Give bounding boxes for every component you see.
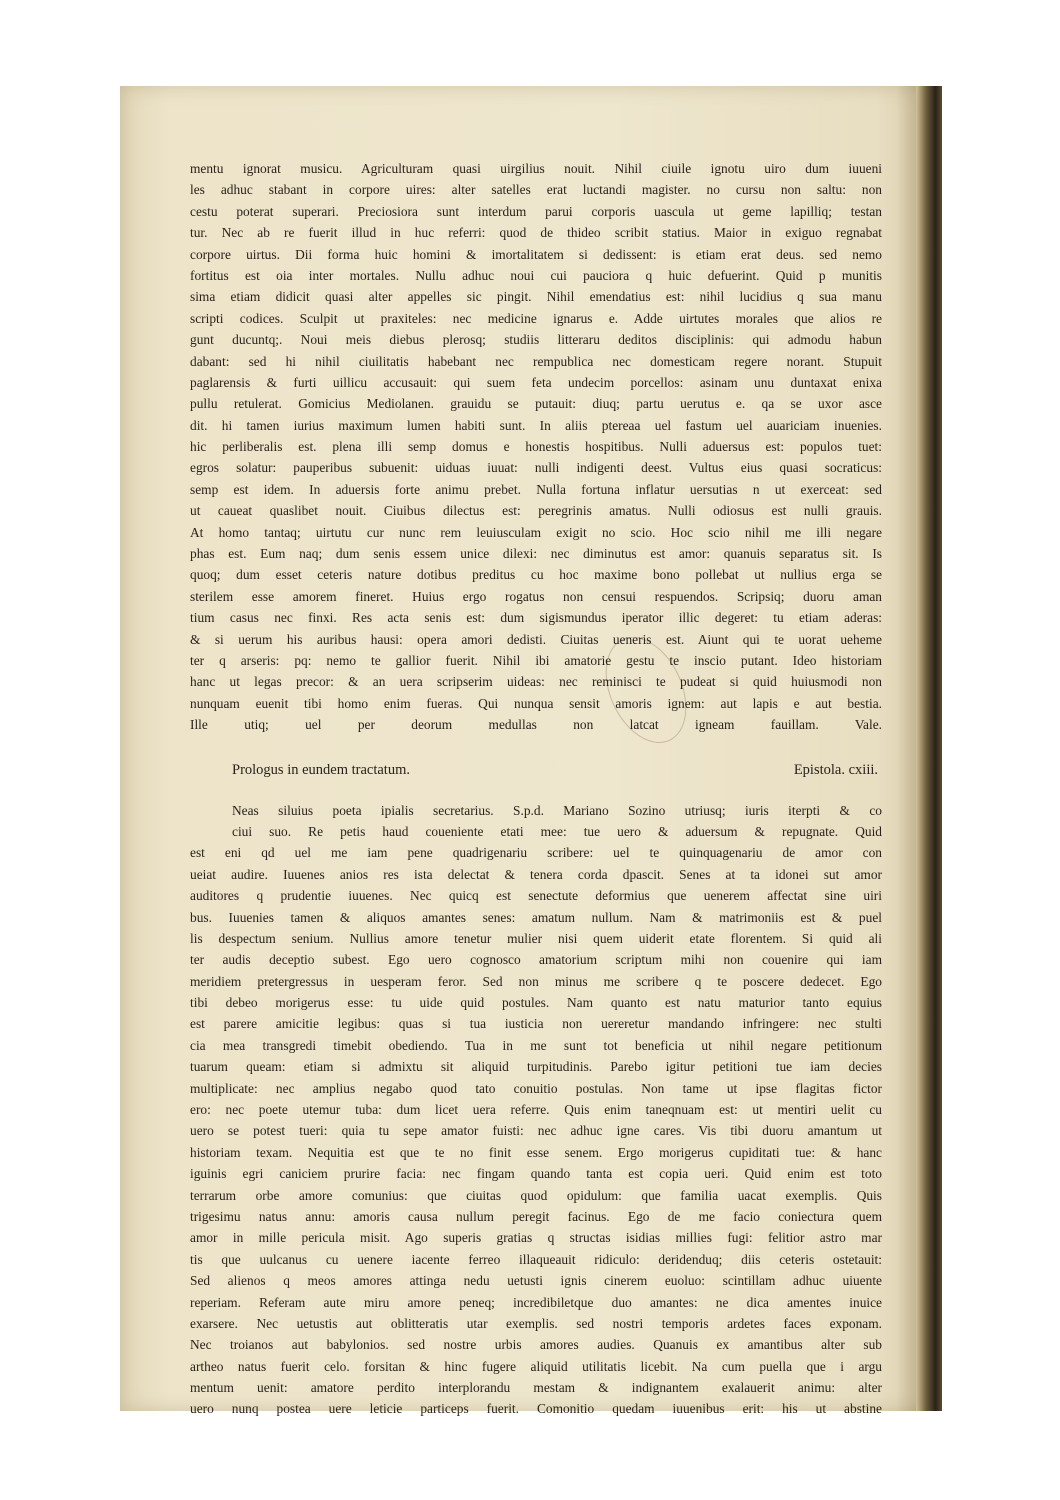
text-block xyxy=(190,158,882,1420)
text-line: historiam texam. Nequitia est que te no finit esse senem. Ergo morigerus cupiditati tue: & hanc xyxy=(190,1144,882,1160)
text-line: quoq; dum esset ceteris nature dotibus preditus cu hoc maxime bono pollebat ut nullius erga se xyxy=(190,567,882,583)
text-line: tium casus nec finxi. Res acta senis est: dum sigismundus iperator illic degeret: tu etiam aderas: xyxy=(190,610,882,626)
text-line: ut caueat quaslibet nouit. Ciuibus dilectus est: peregrinis amatus. Nulli odiosus est nulli grauis. xyxy=(190,503,882,519)
text-line: artheo natus fuerit celo. forsitan & hinc fugere aliquid utilitatis licebit. Na cum puella que i argu xyxy=(190,1358,882,1374)
scanned-page xyxy=(120,86,942,1417)
gutter-shadow xyxy=(896,86,916,1411)
text-line: uero nunq postea uere leticie particeps fuerit. Comonitio quedam iuuenibus erit: his ut abstine xyxy=(190,1401,882,1417)
text-line: meridiem pretergressus in uesperam feror. Sed non minus me scribere q te poscere dedecet. Ego xyxy=(190,973,882,989)
text-line: tur. Nec ab re fuerit illud in huc referri: quod de thideo scribit statius. Maior in exiguo regnabat xyxy=(190,225,882,241)
text-line: tuarum queam: etiam si admixtu sit aliquid turpitudinis. Parebo igitur petitioni tue iam decies xyxy=(190,1059,882,1075)
text-line: terrarum orbe amore comunius: que ciuitas quod opidulum: que familia uacat exemplis. Quis xyxy=(190,1187,882,1203)
text-line: paglarensis & furti uillicu accusauit: qui suem feta undecim porcellos: asinam unu duntaxat enixa xyxy=(190,374,882,390)
text-line: trigesimu natus annu: amoris causa nullum peregit facinus. Ego de me facio coniectura quem xyxy=(190,1208,882,1224)
book-spine xyxy=(916,86,942,1411)
text-line: dit. hi tamen iurius maximum lumen habiti sunt. In aliis ptereaa uel fastum uel auariciam inuenies. xyxy=(190,417,882,433)
lower-paragraph xyxy=(190,800,882,1420)
text-line: ciui suo. Re petis haud coueniente etati mee: tue uero & aduersum & repugnate. Quid xyxy=(232,823,882,839)
text-line: nunquam euenit tibi homo enim fueras. Qui nunqua sensit amoris ignem: aut lapis e aut bestia. xyxy=(190,695,882,711)
text-line: cestu poterat superari. Preciosiora sunt interdum parui corporis uascula ut geme lapilliq; testan xyxy=(190,203,882,219)
text-line: est eni qd uel me iam pene quadrigenariu scribere: uel te quinquagenariu de amor con xyxy=(190,845,882,861)
text-line: hic perliberalis est. plena illi semp domus e honestis hospitibus. Nulli aduersus est: populos tuet: xyxy=(190,439,882,455)
heading-right: Epistola. cxiii. xyxy=(793,761,878,778)
text-line: semp est idem. In aduersis forte animu prebet. Nulla fortuna inflatur uersutias n ut exerceat: sed xyxy=(190,481,882,497)
text-line: auditores q prudentie iuuenes. Nec quicq est senectute deformius que uenerem affectat sine uiri xyxy=(190,888,882,904)
text-line: Neas siluius poeta ipialis secretarius. S.p.d. Mariano Sozino utriusq; iuris iterpti & co xyxy=(232,802,882,818)
text-line: ter q arseris: pq: nemo te gallior fuerit. Nihil ibi amatorie gestu te inscio putant. Ideo historiam xyxy=(190,652,882,668)
text-line: fortitus est oia inter mortales. Nullu adhuc noui cui pauciora q huic defuerint. Quid p munitis xyxy=(190,267,882,283)
section-heading xyxy=(190,758,882,782)
text-line: dabant: sed hi nihil ciuilitatis habebant nec rempublica nec domesticam regere norant. Stupuit xyxy=(190,353,882,369)
text-line: hanc ut legas precor: & an uera scripserim uideas: nec reminisci te pudeat si quid huiusmodi non xyxy=(190,674,882,690)
upper-paragraph xyxy=(190,158,882,736)
text-line: ueiat audire. Iuuenes anios res ista delectat & tenera corda dpascit. Senes at ta idonei sut amor xyxy=(190,866,882,882)
text-line: Ille utiq; uel per deorum medullas non latcat igneam fauillam. Vale. xyxy=(190,717,882,733)
text-line: reperiam. Referam aute miru amore peneq; incredibiletque duo amantes: ne dica amentes inuice xyxy=(190,1294,882,1310)
text-line: uero se potest tueri: quia tu sepe amator fuisti: nec adhuc igne cares. Vis tibi duoru amantum ut xyxy=(190,1123,882,1139)
text-line: scripti codices. Sculpit ut praxiteles: nec medicine ignarus e. Adde uirtutes morales que alios re xyxy=(190,310,882,326)
text-line: lis despectum senium. Nullius amore tenetur mulier nisi quem uiderit etate florentem. Si quid ali xyxy=(190,930,882,946)
text-line: iguinis egri caniciem prurire facia: nec fingam quando tanta est copia ueri. Quid enim est toto xyxy=(190,1166,882,1182)
text-line: sima etiam didicit quasi alter appelles sic pingit. Nihil emendatius est: nihil lucidius q sua manu xyxy=(190,289,882,305)
text-line: les adhuc stabant in corpore uires: alter satelles erat luctandi magister. no cursu non saltu: non xyxy=(190,182,882,198)
text-line: Nec troianos aut babylonios. sed nostre urbis amores audies. Quanuis ex amantibus alter sub xyxy=(190,1337,882,1353)
text-line: phas est. Eum naq; dum senis essem unice dilexi: nec diminutus est amor: quanuis separatus sit. Is xyxy=(190,546,882,562)
text-line: multiplicate: nec amplius negabo quod tato conuitio postulas. Non tame ut ipse flagitas fictor xyxy=(190,1080,882,1096)
heading-left: Prologus in eundem tractatum. xyxy=(232,761,410,778)
text-line: bus. Iuuenies tamen & aliquos amantes senes: amatum nullum. Nam & matrimoniis est & puel xyxy=(190,909,882,925)
text-line: exarsere. Nec uetustis aut oblitteratis utar exemplis. sed nostri temporis ardetes faces exponam. xyxy=(190,1315,882,1331)
text-line: ter audis deceptio subest. Ego uero cognosco amatorium scriptum mihi non couenire qui iam xyxy=(190,952,882,968)
text-line: sterilem esse amorem fineret. Huius ergo rogatus non censui respuendos. Scripsiq; duoru aman xyxy=(190,588,882,604)
text-line: tibi debeo morigerus esse: tu uide quid postules. Nam quanto est natu maturior tanto equius xyxy=(190,995,882,1011)
text-line: amor in mille pericula misit. Ago superis gratias q structas isidias millies fugi: felitior astro mar xyxy=(190,1230,882,1246)
text-line: At homo tantaq; uirtutu cur nunc rem leuiusculam exigit no scio. Hoc scio nihil me illi negare xyxy=(190,524,882,540)
text-line: mentum uenit: amatore perdito interplorandu mestam & indignantem exalauerit animu: alter xyxy=(190,1380,882,1396)
text-line: egros solatur: pauperibus subuenit: uiduas iuuat: nulli indigenti deest. Vultus eius quasi socraticus: xyxy=(190,460,882,476)
text-line: Sed alienos q meos amores attinga nedu uetusti ignis cinerem euoluo: scintillam adhuc uiuente xyxy=(190,1273,882,1289)
text-line: pullu retulerat. Gomicius Mediolanen. grauidu se putauit: diuq; partu uerutus e. qa se uxor asce xyxy=(190,396,882,412)
text-line: ero: nec poete utemur tuba: dum licet uera referre. Quis enim taneqnuam est: ut mentiri uelit cu xyxy=(190,1102,882,1118)
text-line: corpore uirtus. Dii forma huic homini & imortalitatem si dedissent: is etiam erat deus. sed nemo xyxy=(190,246,882,262)
text-line: est parere amicitie legibus: quas si tua iusticia non uereretur mandando infringere: nec stulti xyxy=(190,1016,882,1032)
text-line: tis que uulcanus cu uenere iacente ferreo illaqueauit ridiculo: deridenduq; diis ceteris ostetauit: xyxy=(190,1251,882,1267)
text-line: cia mea transgredi timebit obediendo. Tua in me sunt tot beneficia ut nihil negare petitionum xyxy=(190,1037,882,1053)
text-line: gunt ducuntq;. Noui meis diebus plerosq; studiis litteraru deditos disciplinis: qui admodu habun xyxy=(190,332,882,348)
text-line: & si uerum his auribus hausi: opera amori dedisti. Ciuitas ueneris est. Aiunt qui te uorat ueheme xyxy=(190,631,882,647)
text-line: mentu ignorat musicu. Agriculturam quasi uirgilius nouit. Nihil ciuile ignotu uiro dum iuueni xyxy=(190,161,882,176)
